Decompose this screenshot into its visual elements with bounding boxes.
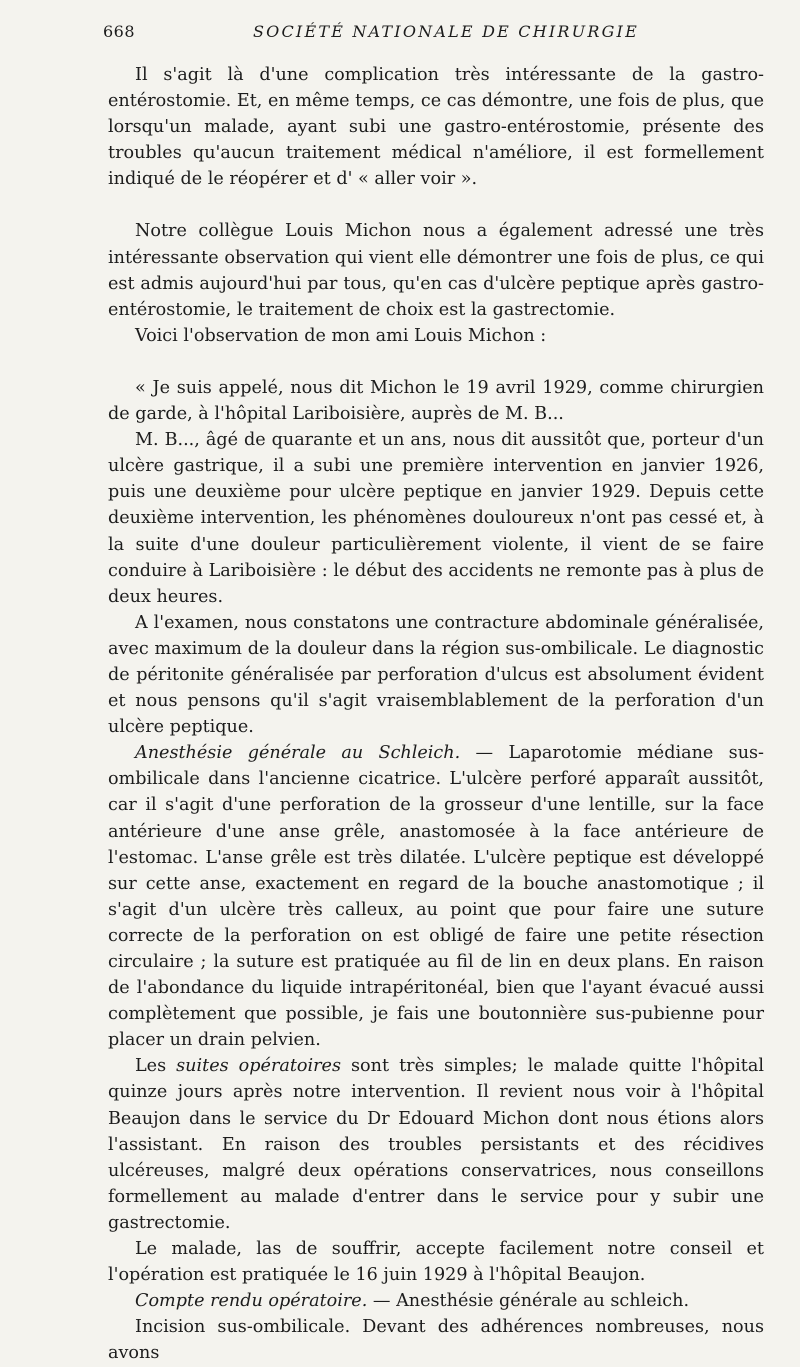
subheading-anesthesia: Anesthésie générale au Schleich. <box>135 743 461 764</box>
paragraph-6: A l'examen, nous constatons une contracture abdominale généralisée, avec maximum de la douleur dans la région sus-ombilicale. Le diagnostic de péritonite généralisée par perforation d'ulcus est absolument évident et nous pensons qu'il s'agit vraisemblablement de la perforation d'un ulcère peptique. <box>108 612 764 738</box>
paragraph-1: Il s'agit là d'une complication très intéressante de la gastro-entérostomie. Et, en même temps, ce cas démontre, une fois de plus, que lorsqu'un malade, ayant subi une gastro-entérostomie, présente des troubles qu'aucun traitement médical n'améliore, il est formellement indiqué de le réopérer et d' « aller voir ». <box>108 65 764 190</box>
paragraph-11: Incision sus-ombilicale. Devant des adhérences nombreuses, nous avons <box>108 1317 764 1364</box>
paragraph-7 <box>108 740 764 1053</box>
page-number: 668 <box>103 22 136 41</box>
paragraph-8-text: sont très simples; le malade quitte l'hôpital quinze jours après notre intervention. Il revient nous voir à l'hôpital Beaujon dans le service du Dr Edouard Michon dont nous étions alors l'assistant. En raison des troubles persistants et des récidives ulcéreuses, malgré deux opérations conservatrices, nous conseillons formellement au malade d'entrer dans le service pour y subir une gastrectomie. <box>108 1056 764 1233</box>
body-text <box>108 62 764 1367</box>
paragraph-3: Voici l'observation de mon ami Louis Michon : <box>135 325 547 346</box>
page-header <box>103 22 765 46</box>
paragraph-10-text: — Anesthésie générale au schleich. <box>367 1291 690 1312</box>
paragraph-10 <box>108 1288 764 1314</box>
subheading-suites: suites opératoires <box>176 1056 341 1077</box>
subheading-compte-rendu: Compte rendu opératoire. <box>135 1291 368 1312</box>
paragraph-8-pre: Les <box>135 1056 177 1077</box>
paragraph-2: Notre collègue Louis Michon nous a également adressé une très intéressante observation qui vient elle démontrer une fois de plus, ce qui est admis aujourd'hui par tous, qu'en cas d'ulcère peptique après gastro-entérostomie, le traitement de choix est la gastrectomie. <box>108 221 764 320</box>
paragraph-9: Le malade, las de souffrir, accepte facilement notre conseil et l'opération est pratiquée le 16 juin 1929 à l'hôpital Beaujon. <box>108 1239 764 1286</box>
running-title: SOCIÉTÉ NATIONALE DE CHIRURGIE <box>253 22 639 41</box>
paragraph-8 <box>108 1053 764 1236</box>
paragraph-4: « Je suis appelé, nous dit Michon le 19 avril 1929, comme chirurgien de garde, à l'hôpital Lariboisière, auprès de M. B... <box>108 377 764 425</box>
paragraph-5: M. B..., âgé de quarante et un ans, nous dit aussitôt que, porteur d'un ulcère gastrique, il a subi une première intervention en janvier 1926, puis une deuxième pour ulcère peptique en janvier 1929. Depuis cette deuxième intervention, les phénomènes douloureux n'ont pas cessé et, à la suite d'une douleur particulièrement violente, il vient de se faire conduire à Lariboisière : le début des accidents ne remonte pas à plus de deux heures. <box>108 430 764 607</box>
paragraph-7-text: — Laparotomie médiane sus-ombilicale dans l'ancienne cicatrice. L'ulcère perforé apparaît aussitôt, car il s'agit d'une perforation de la grosseur d'une lentille, sur la face antérieure d'une anse grêle, anastomosée à la face antérieure de l'estomac. L'anse grêle est très dilatée. L'ulcère peptique est développé sur cette anse, exactement en regard de la bouche anastomotique ; il s'agit d'un ulcère très calleux, au point que pour faire une suture correcte de la perforation on est obligé de faire une petite résection circulaire ; la suture est pratiquée au fil de lin en deux plans. En raison de l'abondance du liquide intrapéritonéal, bien que l'ayant évacué aussi complètement que possible, je fais une boutonnière sus-pubienne pour placer un drain pelvien. <box>108 743 764 1051</box>
